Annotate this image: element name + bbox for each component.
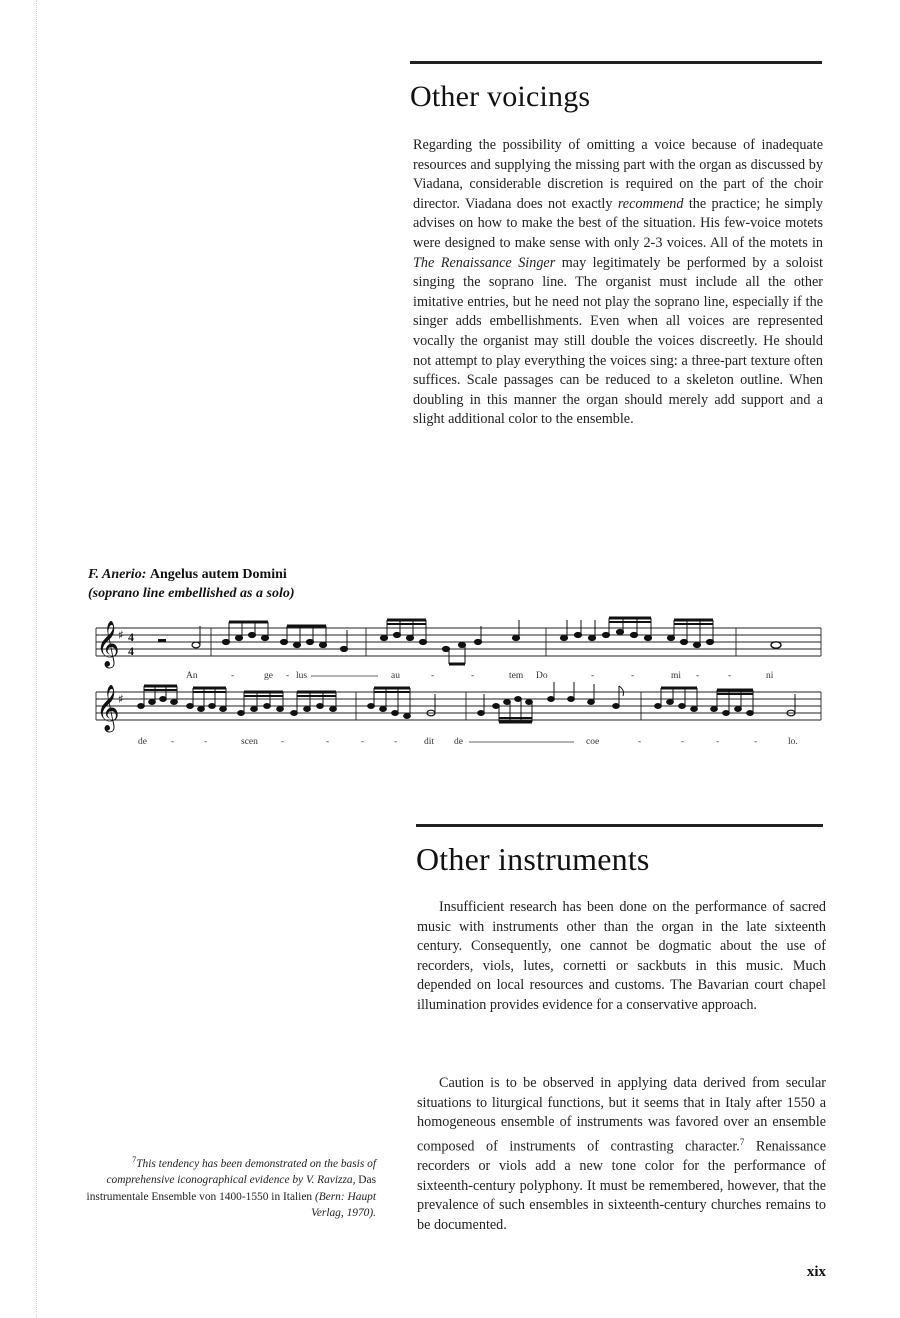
lyric-1-14: -	[728, 671, 732, 681]
instruments-paragraph-2	[417, 1074, 826, 1235]
voicings-paragraph	[413, 136, 823, 430]
music-example-caption	[88, 565, 295, 603]
footnote-text-a: This tendency has been demonstrated on the basis of comprehensive iconographical evidence by V. Ravizza,	[106, 1157, 376, 1187]
footnote-text-c: (Bern: Haupt Verlag, 1970).	[311, 1190, 376, 1220]
lyric-2-0: de	[138, 737, 147, 747]
lyric-2-7: -	[394, 737, 398, 747]
lyric-1-0: An	[186, 671, 198, 681]
lyric-1-2: ge	[264, 671, 273, 681]
footnote-book-title: Das instrumentale Ensemble von 1400-1550 in Italien	[86, 1174, 376, 1203]
section-rule-top	[410, 61, 822, 64]
voicings-emphasis-recommend: recommend	[617, 195, 684, 212]
staff-2	[96, 692, 821, 720]
lyric-2-11: -	[638, 737, 642, 747]
staff-1-lyrics	[186, 671, 774, 681]
footnote	[84, 1152, 376, 1222]
section-rule-middle	[416, 824, 823, 827]
lyric-1-10: -	[591, 671, 595, 681]
example-note: (soprano line embellished as a solo)	[88, 586, 295, 601]
instruments-text-b: Renaissance recorders or viols add a new tone color for the performance of sixteenth-century polyphony. It must be remembered, however, that the prevalence of such ensembles in sixteenth-century churches remains to be documented.	[417, 1138, 826, 1233]
lyric-2-9: de	[454, 737, 463, 747]
lyric-2-15: lo.	[788, 737, 798, 747]
instruments-text-a: Caution is to be observed in applying data derived from secular situations to liturgical functions, but it seems that in Italy after 1550 a homogeneous ensemble of instruments was favored over an ensemble composed of instruments of contrasting character.	[417, 1075, 826, 1155]
section-title-other-voicings: Other voicings	[410, 80, 591, 113]
example-work-title: Angelus autem Domini	[149, 567, 287, 582]
music-score	[86, 612, 826, 762]
lyric-1-7: -	[471, 671, 475, 681]
footnote-number: 7	[132, 1155, 137, 1164]
section-title-other-instruments: Other instruments	[416, 841, 650, 877]
lyric-1-6: -	[431, 671, 435, 681]
key-signature-1: ♯	[118, 628, 124, 642]
lyric-2-6: -	[361, 737, 365, 747]
lyric-2-12: -	[681, 737, 685, 747]
lyric-2-8: dit	[424, 737, 435, 747]
lyric-1-5: au	[391, 671, 400, 681]
lyric-2-14: -	[754, 737, 758, 747]
page-edge	[36, 0, 37, 1318]
lyric-2-3: scen	[241, 737, 258, 747]
lyric-1-12: mi	[671, 671, 682, 681]
voicings-text-a: Regarding the possibility of omitting a voice because of inadequate resources and supplying the missing part with the organ as discussed by Viadana, considerable discretion is required on the part of the choir director. Viadana does not exactly	[413, 137, 823, 212]
lyric-1-15: ni	[766, 671, 774, 681]
time-signature-1b: 4	[128, 644, 134, 658]
staff-2-lyrics	[138, 737, 798, 747]
treble-clef-1: 𝄞	[96, 621, 120, 667]
key-signature-2: ♯	[118, 692, 124, 706]
voicings-text-b: the practice; he simply advises on how to make the best of the situation. His few-voice motets were designed to make sense with only 2-3 voices. All of the motets in	[413, 195, 824, 251]
footnote-reference: 7	[739, 1136, 745, 1147]
lyric-1-4: lus	[296, 671, 308, 681]
lyric-1-3: -	[286, 671, 290, 681]
time-signature-1: 4	[128, 630, 134, 644]
lyric-1-1: -	[231, 671, 235, 681]
example-composer: F. Anerio:	[88, 567, 147, 582]
instruments-paragraph-1: Insufficient research has been done on the performance of sacred music with instruments other than the organ in the late sixteenth century. Consequently, one cannot be dogmatic about the use of recorders, viols, lutes, cornetti or sackbuts in this music. Much depended on local resources and customs. The Bavarian court chapel illumination provides evidence for a conservative approach.	[417, 899, 826, 1013]
lyric-2-10: coe	[586, 737, 600, 747]
lyric-2-13: -	[716, 737, 720, 747]
lyric-2-4: -	[281, 737, 285, 747]
page-number: xix	[806, 1264, 826, 1280]
lyric-2-5: -	[326, 737, 330, 747]
lyric-1-13: -	[696, 671, 700, 681]
voicings-text-c: may legitimately be performed by a soloist singing the soprano line. The organist must include all the other imitative entries, but he need not play the soprano line, especially if the singer adds embellishments. Even when all voices are represented vocally the organist may still double the voices discreetly. He should not attempt to play everything the voices sing: a three-part texture often suffices. Scale passages can be reduced to a skeleton outline. When doubling in this manner the organ should merely add support and a slight additional color to the ensemble.	[413, 254, 823, 428]
voicings-emphasis-book-title: The Renaissance Singer	[413, 254, 556, 271]
lyric-1-9: Do	[536, 671, 548, 681]
lyric-1-11: -	[631, 671, 635, 681]
treble-clef-2: 𝄞	[96, 685, 120, 731]
lyric-2-2: -	[204, 737, 208, 747]
lyric-2-1: -	[171, 737, 175, 747]
lyric-1-8: tem	[509, 671, 524, 681]
staff-1-notes	[158, 618, 781, 664]
